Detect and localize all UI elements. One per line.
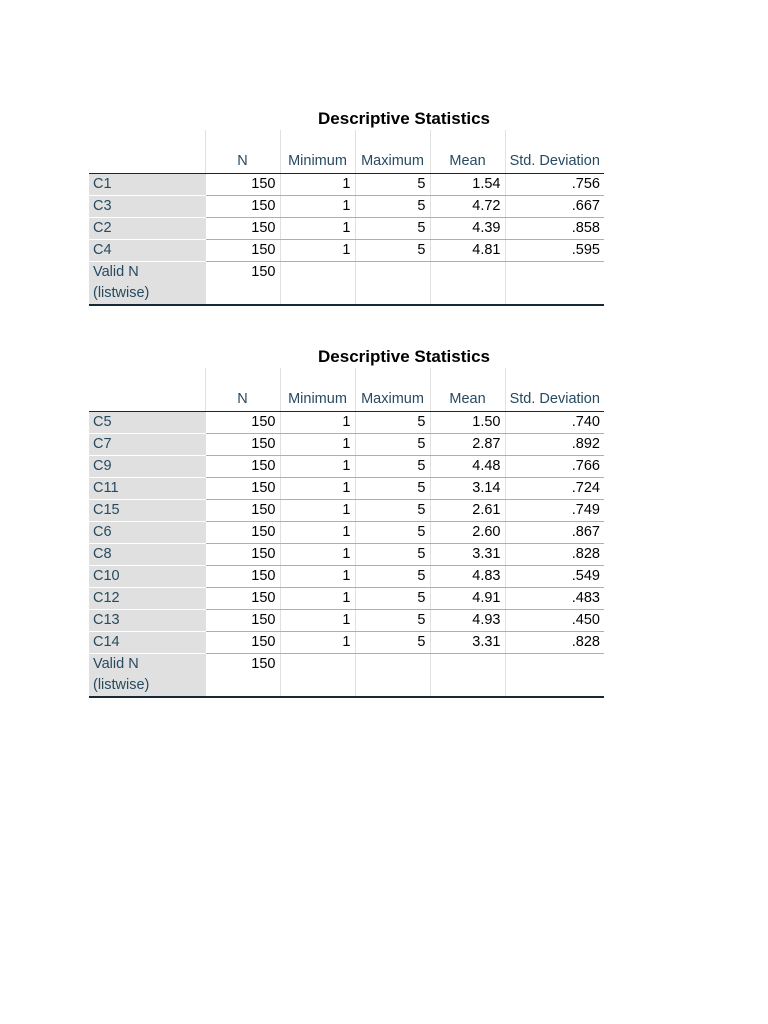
column-header-mean: Mean xyxy=(430,368,505,412)
valid-n-value: 150 xyxy=(205,262,280,306)
column-header-maximum: Maximum xyxy=(355,368,430,412)
table-row xyxy=(89,588,604,610)
cell-minimum: 1 xyxy=(280,566,355,588)
cell-maximum: 5 xyxy=(355,434,430,456)
row-label: C10 xyxy=(89,566,205,588)
valid-n-value: 150 xyxy=(205,654,280,698)
column-header-std-deviation: Std. Deviation xyxy=(505,368,604,412)
corner-cell xyxy=(89,368,205,412)
cell-maximum: 5 xyxy=(355,566,430,588)
cell-std-deviation: .595 xyxy=(505,240,604,262)
empty-cell xyxy=(505,654,604,698)
cell-maximum: 5 xyxy=(355,456,430,478)
row-label: C5 xyxy=(89,412,205,434)
cell-minimum: 1 xyxy=(280,456,355,478)
cell-std-deviation: .483 xyxy=(505,588,604,610)
row-label: C9 xyxy=(89,456,205,478)
valid-n-row xyxy=(89,654,604,698)
cell-std-deviation: .858 xyxy=(505,218,604,240)
cell-mean: 4.72 xyxy=(430,196,505,218)
row-label: C15 xyxy=(89,500,205,522)
row-label: C11 xyxy=(89,478,205,500)
table-row xyxy=(89,500,604,522)
descriptive-statistics-table-1 xyxy=(89,108,604,306)
cell-minimum: 1 xyxy=(280,218,355,240)
table-row xyxy=(89,610,604,632)
table-row xyxy=(89,522,604,544)
table-row xyxy=(89,196,604,218)
cell-maximum: 5 xyxy=(355,544,430,566)
cell-n: 150 xyxy=(205,632,280,654)
cell-minimum: 1 xyxy=(280,610,355,632)
cell-minimum: 1 xyxy=(280,240,355,262)
valid-n-label-text: Valid N (listwise) xyxy=(93,264,150,301)
cell-minimum: 1 xyxy=(280,588,355,610)
cell-mean: 4.81 xyxy=(430,240,505,262)
cell-n: 150 xyxy=(205,240,280,262)
cell-n: 150 xyxy=(205,456,280,478)
cell-maximum: 5 xyxy=(355,500,430,522)
cell-mean: 1.54 xyxy=(430,174,505,196)
cell-std-deviation: .724 xyxy=(505,478,604,500)
cell-std-deviation: .749 xyxy=(505,500,604,522)
cell-minimum: 1 xyxy=(280,632,355,654)
cell-mean: 2.61 xyxy=(430,500,505,522)
cell-mean: 4.93 xyxy=(430,610,505,632)
table-row xyxy=(89,434,604,456)
cell-mean: 2.60 xyxy=(430,522,505,544)
table-row xyxy=(89,566,604,588)
cell-mean: 4.83 xyxy=(430,566,505,588)
valid-n-label xyxy=(89,262,205,306)
cell-std-deviation: .450 xyxy=(505,610,604,632)
cell-n: 150 xyxy=(205,478,280,500)
cell-maximum: 5 xyxy=(355,196,430,218)
cell-minimum: 1 xyxy=(280,196,355,218)
cell-std-deviation: .740 xyxy=(505,412,604,434)
empty-cell xyxy=(430,262,505,306)
cell-n: 150 xyxy=(205,544,280,566)
cell-n: 150 xyxy=(205,522,280,544)
column-header-maximum: Maximum xyxy=(355,130,430,174)
cell-std-deviation: .828 xyxy=(505,544,604,566)
stats-table xyxy=(89,368,604,698)
column-header-minimum: Minimum xyxy=(280,368,355,412)
column-header-std-deviation: Std. Deviation xyxy=(505,130,604,174)
row-label: C6 xyxy=(89,522,205,544)
table-title: Descriptive Statistics xyxy=(318,109,490,128)
row-label: C12 xyxy=(89,588,205,610)
row-label: C7 xyxy=(89,434,205,456)
cell-maximum: 5 xyxy=(355,478,430,500)
corner-cell xyxy=(89,130,205,174)
cell-minimum: 1 xyxy=(280,434,355,456)
row-label: C13 xyxy=(89,610,205,632)
table-row xyxy=(89,544,604,566)
cell-n: 150 xyxy=(205,174,280,196)
cell-n: 150 xyxy=(205,566,280,588)
cell-mean: 3.31 xyxy=(430,544,505,566)
cell-n: 150 xyxy=(205,218,280,240)
column-header-mean: Mean xyxy=(430,130,505,174)
cell-minimum: 1 xyxy=(280,544,355,566)
table-row xyxy=(89,412,604,434)
row-label: C1 xyxy=(89,174,205,196)
cell-mean: 3.31 xyxy=(430,632,505,654)
cell-std-deviation: .549 xyxy=(505,566,604,588)
column-header-n: N xyxy=(205,368,280,412)
cell-maximum: 5 xyxy=(355,240,430,262)
valid-n-row xyxy=(89,262,604,306)
descriptive-statistics-table-2 xyxy=(89,346,604,698)
cell-std-deviation: .828 xyxy=(505,632,604,654)
row-label: C3 xyxy=(89,196,205,218)
cell-n: 150 xyxy=(205,610,280,632)
empty-cell xyxy=(355,262,430,306)
cell-mean: 3.14 xyxy=(430,478,505,500)
cell-std-deviation: .756 xyxy=(505,174,604,196)
cell-mean: 4.91 xyxy=(430,588,505,610)
cell-n: 150 xyxy=(205,196,280,218)
row-label: C14 xyxy=(89,632,205,654)
cell-mean: 4.48 xyxy=(430,456,505,478)
stats-table xyxy=(89,130,604,306)
table-row xyxy=(89,174,604,196)
valid-n-label xyxy=(89,654,205,698)
column-header-minimum: Minimum xyxy=(280,130,355,174)
cell-n: 150 xyxy=(205,500,280,522)
empty-cell xyxy=(280,654,355,698)
cell-mean: 2.87 xyxy=(430,434,505,456)
cell-maximum: 5 xyxy=(355,412,430,434)
empty-cell xyxy=(505,262,604,306)
header-row xyxy=(89,130,604,174)
cell-n: 150 xyxy=(205,434,280,456)
header-row xyxy=(89,368,604,412)
empty-cell xyxy=(280,262,355,306)
row-label: C8 xyxy=(89,544,205,566)
table-row xyxy=(89,478,604,500)
cell-maximum: 5 xyxy=(355,522,430,544)
cell-minimum: 1 xyxy=(280,500,355,522)
cell-mean: 1.50 xyxy=(430,412,505,434)
cell-std-deviation: .766 xyxy=(505,456,604,478)
cell-maximum: 5 xyxy=(355,588,430,610)
cell-minimum: 1 xyxy=(280,478,355,500)
column-header-n: N xyxy=(205,130,280,174)
cell-maximum: 5 xyxy=(355,218,430,240)
cell-mean: 4.39 xyxy=(430,218,505,240)
cell-minimum: 1 xyxy=(280,412,355,434)
cell-n: 150 xyxy=(205,412,280,434)
cell-maximum: 5 xyxy=(355,610,430,632)
table-row xyxy=(89,218,604,240)
table-row xyxy=(89,632,604,654)
row-label: C2 xyxy=(89,218,205,240)
cell-maximum: 5 xyxy=(355,174,430,196)
cell-minimum: 1 xyxy=(280,522,355,544)
empty-cell xyxy=(355,654,430,698)
table-row xyxy=(89,456,604,478)
cell-minimum: 1 xyxy=(280,174,355,196)
table-row xyxy=(89,240,604,262)
cell-n: 150 xyxy=(205,588,280,610)
empty-cell xyxy=(430,654,505,698)
cell-std-deviation: .867 xyxy=(505,522,604,544)
cell-std-deviation: .667 xyxy=(505,196,604,218)
cell-std-deviation: .892 xyxy=(505,434,604,456)
row-label: C4 xyxy=(89,240,205,262)
table-title: Descriptive Statistics xyxy=(318,347,490,366)
cell-maximum: 5 xyxy=(355,632,430,654)
valid-n-label-text: Valid N (listwise) xyxy=(93,656,150,693)
